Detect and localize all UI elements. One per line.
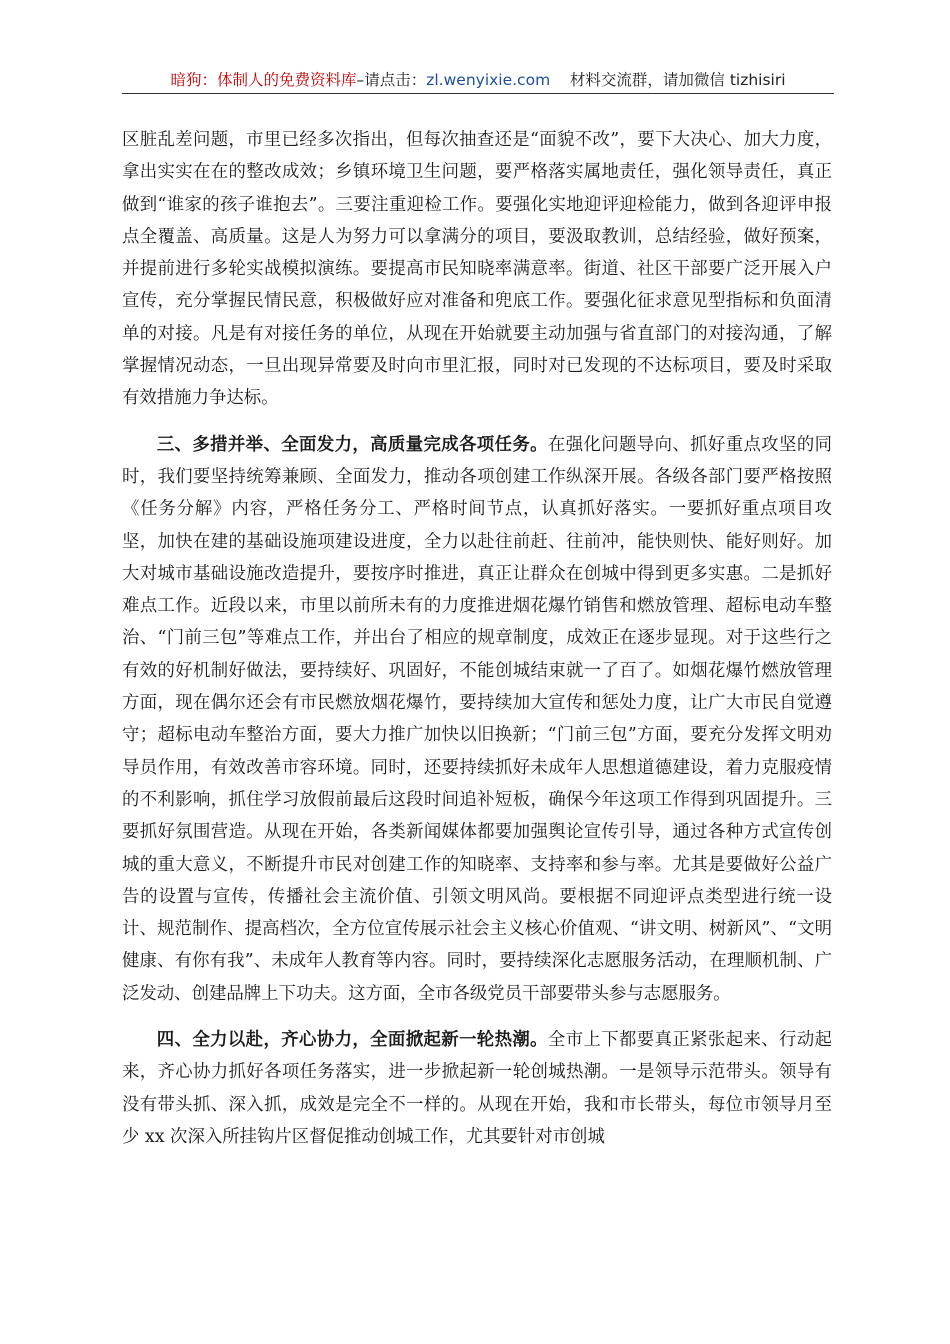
- section-4-heading: 四、全力以赴，齐心协力，全面掀起新一轮热潮。: [156, 1030, 548, 1051]
- header-site-name: 暗狗：体制人的免费资料库: [170, 71, 357, 89]
- header-divider: [122, 93, 834, 94]
- header-url-link[interactable]: zl.wenyixie.com: [426, 71, 551, 89]
- header-contact: 材料交流群，请加微信 tizhisiri: [569, 71, 786, 89]
- header-click-prompt: –请点击：: [356, 71, 427, 89]
- paragraph-2: [122, 429, 832, 1010]
- paragraph-1-text: 区脏乱差问题，市里已经多次指出，但每次抽查还是“面貌不改”，要下大决心、加大力度，拿出实实在在的整改成效；乡镇环境卫生问题，要严格落实属地责任，强化领导责任，真正做到“谁家的孩子谁抱去”。三要注重迎检工作。要强化实地迎评迎检能力，做到各迎评申报点全覆盖、高质量。这是人为努力可以拿满分的项目，要汲取教训，总结经验，做好预案，并提前进行多轮实战模拟演练。要提高市民知晓率满意率。街道、社区干部要广泛开展入户宣传，充分掌握民情民意，积极做好应对准备和兜底工作。要强化征求意见型指标和负面清单的对接。凡是有对接任务的单位，从现在开始就要主动加强与省直部门的对接沟通，了解掌握情况动态，一旦出现异常要及时向市里汇报，同时对已发现的不达标项目，要及时采取有效措施力争达标。: [122, 130, 832, 409]
- paragraph-2-text: 在强化问题导向、抓好重点攻坚的同时，我们要坚持统筹兼顾、全面发力，推动各项创建工作纵深开展。各级各部门要严格按照《任务分解》内容，严格任务分工、严格时间节点，认真抓好落实。一要抓好重点项目攻坚，加快在建的基础设施项建设进度，全力以赴往前赶、往前冲，能快则快、能好则好。加大对城市基础设施改造提升，要按序时推进，真正让群众在创城中得到更多实惠。二是抓好难点工作。近段以来，市里以前所未有的力度推进烟花爆竹销售和燃放管理、超标电动车整治、“门前三包”等难点工作，并出台了相应的规章制度，成效正在逐步显现。对于这些行之有效的好机制好做法，要持续好、巩固好，不能创城结束就一了百了。如烟花爆竹燃放管理方面，现在偶尔还会有市民燃放烟花爆竹，要持续加大宣传和惩处力度，让广大市民自觉遵守；超标电动车整治方面，要大力推广加快以旧换新；“门前三包”方面，要充分发挥文明劝导员作用，有效改善市容环境。同时，还要持续抓好未成年人思想道德建设，着力克服疫情的不利影响，抓住学习放假前最后这段时间追补短板，确保今年这项工作得到巩固提升。三要抓好氛围营造。从现在开始，各类新闻媒体都要加强舆论宣传引导，通过各种方式宣传创城的重大意义，不断提升市民对创建工作的知晓率、支持率和参与率。尤其是要做好公益广告的设置与宣传，传播社会主流价值、引领文明风尚。要根据不同迎评点类型进行统一设计、规范制作、提高档次，全方位宣传展示社会主义核心价值观、“讲文明、树新风”、“文明健康、有你有我”、未成年人教育等内容。同时，要持续深化志愿服务活动，在理顺机制、广泛发动、创建品牌上下功夫。这方面，全市各级党员干部要带头参与志愿服务。: [122, 434, 832, 1004]
- paragraph-3: [122, 1024, 832, 1153]
- section-3-heading: 三、多措并举、全面发力，高质量完成各项任务。: [156, 434, 548, 455]
- paragraph-3-text: 全市上下都要真正紧张起来、行动起来，齐心协力抓好各项任务落实，进一步掀起新一轮创城热潮。一是领导示范带头。领导有没有带头抓、深入抓，成效是完全不一样的。从现在开始，我和市长带头，每位市领导月至少 xx 次深入所挂钩片区督促推动创城工作，尤其要针对市创城: [122, 1030, 832, 1147]
- document-body: [122, 124, 832, 1153]
- paragraph-1: [122, 124, 832, 415]
- page-header: [122, 67, 834, 95]
